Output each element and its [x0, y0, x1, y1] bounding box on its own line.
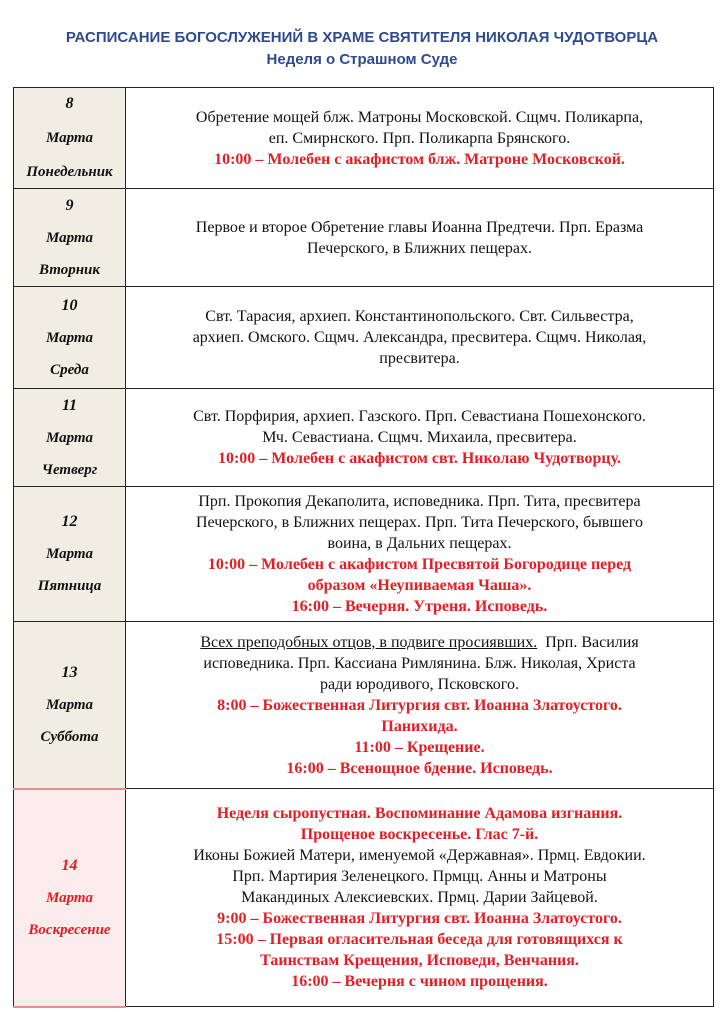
month-label: Марта [45, 429, 94, 446]
commemoration-line [126, 327, 713, 348]
commemoration-line [126, 674, 713, 695]
commemoration-line [126, 653, 713, 674]
line-text: Свт. Порфирия, архиеп. Газского. Прп. Севастиана Пошехонского. [193, 408, 646, 425]
schedule-row [14, 189, 714, 287]
schedule-row [14, 287, 714, 389]
schedule-table [13, 87, 714, 1008]
line-text: Макандиных Алексиевских. Прмц. Дарии Зайцевой. [241, 889, 598, 906]
weekday-label: Четверг [41, 461, 98, 478]
page-title: РАСПИСАНИЕ БОГОСЛУЖЕНИЙ В ХРАМЕ СВЯТИТЕЛЯ НИКОЛАЯ ЧУДОТВОРЦА [65, 29, 659, 46]
line-text: Прп. Мартирия Зеленецкого. Прмцц. Анны и Матроны [232, 868, 607, 885]
day-number: 8 [65, 95, 74, 112]
line-text: Печерского, в Ближних пещерах. Прп. Тита Печерского, бывшего [195, 514, 644, 531]
commemoration-line [126, 238, 713, 259]
header [0, 0, 724, 70]
schedule-row [14, 487, 714, 622]
service-time-line [126, 971, 713, 992]
service-time-line [126, 575, 713, 596]
schedule-row [14, 389, 714, 487]
line-text: Прп. Прокопия Декаполита, исповедника. Прп. Тита, пресвитера [198, 493, 641, 510]
date-cell [14, 88, 126, 189]
date-cell [14, 389, 126, 487]
month-label: Марта [45, 546, 94, 562]
commemoration-line [126, 632, 713, 653]
service-time-line [126, 803, 713, 824]
day-number: 12 [61, 513, 78, 530]
line-text: 16:00 – Вечерня с чином прощения. [291, 973, 548, 990]
line-text: Таинствам Крещения, Исповеди, Венчания. [260, 952, 579, 969]
service-time-line [126, 737, 713, 758]
month-label: Марта [45, 696, 94, 713]
line-text: Неделя сыропустная. Воспоминание Адамова изгнания. [216, 805, 623, 822]
commemoration-line [126, 128, 713, 149]
day-number: 14 [61, 856, 78, 874]
day-number: 9 [65, 196, 74, 214]
schedule-row [14, 789, 714, 1007]
commemoration-line [126, 866, 713, 887]
date-cell [14, 189, 126, 287]
commemoration-line [126, 107, 713, 128]
month-label: Марта [45, 329, 94, 346]
weekday-label: Пятница [37, 578, 102, 594]
weekday-label: Суббота [40, 728, 99, 745]
line-text: Иконы Божией Матери, именуемой «Державная». Прмц. Евдокии. [193, 847, 646, 864]
commemoration-line [126, 427, 713, 448]
weekday-label: Воскресение [28, 921, 111, 938]
commemoration-line [126, 845, 713, 866]
month-label: Марта [45, 229, 94, 246]
line-text: образом «Неупиваемая Чаша». [307, 577, 532, 594]
service-time-line [126, 758, 713, 779]
line-text: 9:00 – Божественная Литургия свт. Иоанна Златоустого. [217, 910, 622, 927]
commemoration-line [126, 348, 713, 369]
service-time-line [126, 554, 713, 575]
line-text: 16:00 – Всенощное бдение. Исповедь. [286, 759, 553, 777]
commemoration-line [126, 512, 713, 533]
service-description [126, 88, 714, 189]
month-label: Марта [45, 130, 94, 146]
line-text-tail: Прп. Василия [537, 633, 639, 651]
service-description [126, 189, 714, 287]
date-cell [14, 287, 126, 389]
service-time-line [126, 695, 713, 716]
line-text: 15:00 – Первая огласительная беседа для готовящихся к [216, 931, 623, 948]
service-time-line [126, 448, 713, 469]
service-description [126, 487, 714, 622]
line-text: Панихида. [381, 717, 458, 735]
service-time-line [126, 824, 713, 845]
line-text: Всех преподобных отцов, в подвиге просиявших. [200, 633, 538, 651]
date-cell [14, 622, 126, 789]
date-cell [14, 789, 126, 1007]
line-text: архиеп. Омского. Сщмч. Александра, пресвитера. Сщмч. Николая, [192, 329, 647, 346]
line-text: Первое и второе Обретение главы Иоанна Предтечи. Прп. Еразма [195, 218, 644, 236]
service-description [126, 789, 714, 1007]
commemoration-line [126, 217, 713, 238]
line-text: еп. Смирнского. Прп. Поликарпа Брянского. [268, 129, 571, 147]
service-description [126, 287, 714, 389]
schedule-row [14, 622, 714, 789]
service-time-line [126, 716, 713, 737]
line-text: Прощеное воскресенье. Глас 7-й. [300, 826, 539, 843]
service-time-line [126, 950, 713, 971]
commemoration-line [126, 887, 713, 908]
line-text: 10:00 – Молебен с акафистом Пресвятой Богородице перед [207, 556, 632, 573]
line-text: 10:00 – Молебен с акафистом блж. Матроне Московской. [214, 150, 625, 168]
weekday-label: Среда [50, 361, 89, 378]
service-description [126, 622, 714, 789]
service-time-line [126, 929, 713, 950]
line-text: Обретение мощей блж. Матроны Московской. Сщмч. Поликарпа, [195, 108, 644, 126]
commemoration-line [126, 491, 713, 512]
weekday-label: Вторник [39, 261, 100, 278]
commemoration-line [126, 406, 713, 427]
service-time-line [126, 908, 713, 929]
commemoration-line [126, 533, 713, 554]
line-text: 11:00 – Крещение. [354, 738, 485, 756]
line-text: 10:00 – Молебен с акафистом свт. Николаю Чудотворцу. [217, 450, 622, 467]
day-number: 10 [61, 296, 78, 314]
service-description [126, 389, 714, 487]
day-number: 13 [61, 663, 78, 681]
line-text: ради юродивого, Псковского. [320, 675, 519, 693]
line-text: исповедника. Прп. Кассиана Римлянина. Блж. Николая, Христа [203, 654, 636, 672]
month-label: Марта [45, 889, 94, 906]
line-text: пресвитера. [379, 350, 460, 367]
line-text: Мч. Севастиана. Сщмч. Михаила, пресвитера. [262, 429, 577, 446]
service-time-line [126, 596, 713, 617]
line-text: 8:00 – Божественная Литургия свт. Иоанна Златоустого. [217, 696, 622, 714]
date-cell [14, 487, 126, 622]
line-text: воина, в Дальних пещерах. [327, 535, 512, 552]
line-text: Печерского, в Ближних пещерах. [306, 239, 533, 257]
line-text: 16:00 – Вечерня. Утреня. Исповедь. [291, 598, 548, 615]
weekday-label: Понедельник [26, 164, 113, 180]
schedule-row [14, 88, 714, 189]
page-subtitle: Неделя о Страшном Суде [266, 51, 458, 68]
commemoration-line [126, 306, 713, 327]
day-number: 11 [61, 396, 78, 414]
service-time-line [126, 149, 713, 170]
line-text: Свт. Тарасия, архиеп. Константинопольского. Свт. Сильвестра, [205, 308, 634, 325]
